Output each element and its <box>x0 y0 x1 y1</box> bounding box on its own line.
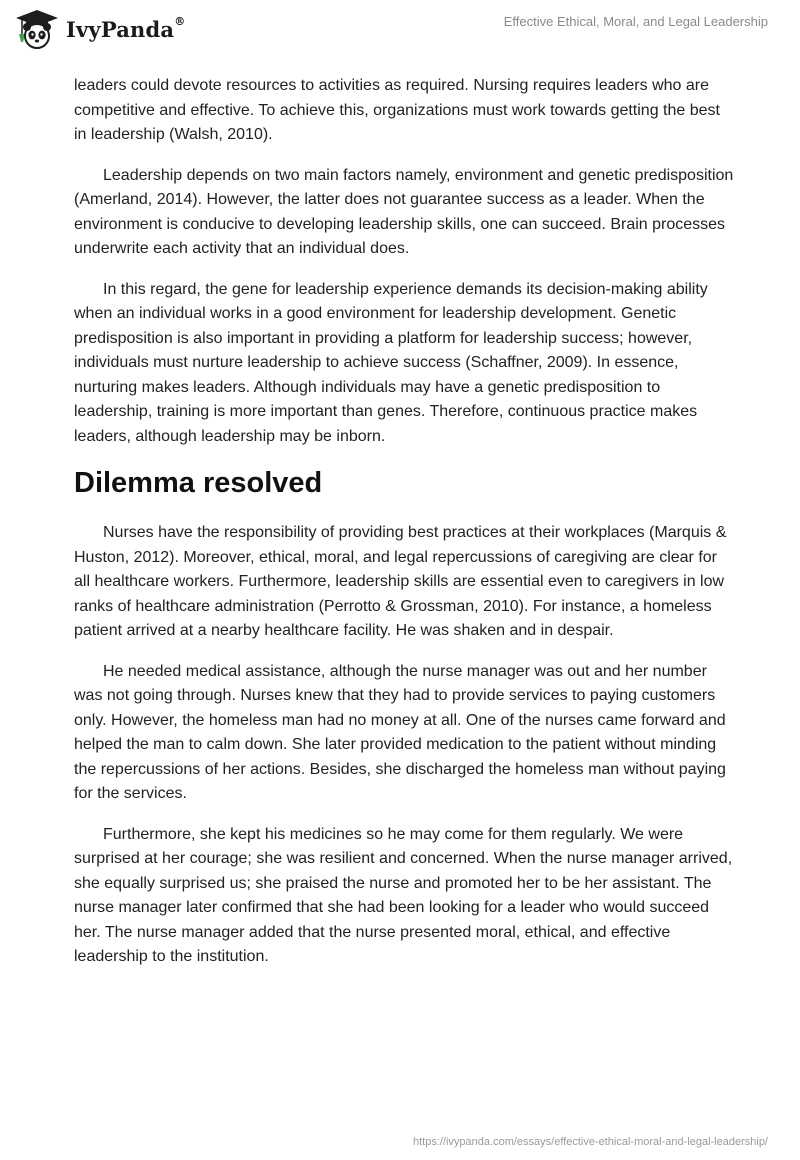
document-title: Effective Ethical, Moral, and Legal Leadership <box>503 14 768 29</box>
section-heading: Dilemma resolved <box>74 467 323 499</box>
source-url[interactable]: https://ivypanda.com/essays/effective-ethical-moral-and-legal-leadership/ <box>412 1136 768 1148</box>
page-header <box>0 0 800 60</box>
paragraph: Nurses have the responsibility of providing best practices at their workplaces (Marquis & Huston, 2012). Moreover, ethical, moral, and legal repercussions of caregiving are clear for all healthcare workers. Furthermore, leadership skills are essential even to caregivers in low ranks of healthcare administration (Perrotto & Grossman, 2010). For instance, a homeless patient arrived at a nearby healthcare facility. He was shaken and in despair. <box>74 524 727 639</box>
paragraph: In this regard, the gene for leadership experience demands its decision-making ability when an individual works in a good environment for leadership development. Genetic predisposition is also important in providing a platform for leadership success; however, individuals must nurture leadership to achieve success (Schaffner, 2009). In essence, nurturing makes leaders. Although individuals may have a genetic predisposition to leadership, training is more important than genes. Therefore, continuous practice makes leaders, although leadership may be inborn. <box>74 280 708 445</box>
brand-logo[interactable] <box>14 8 185 50</box>
essay-body <box>74 74 734 986</box>
paragraph: Leadership depends on two main factors namely, environment and genetic predisposition (Amerland, 2014). However, the latter does not guarantee success as a leader. When the environment is conducive to developing leadership skills, one can succeed. Brain processes underwrite each activity that an individual does. <box>74 166 734 257</box>
brand-name: IvyPanda® <box>66 14 186 42</box>
paragraph: leaders could devote resources to activities as required. Nursing requires leaders who are competitive and effective. To achieve this, organizations must work towards getting the best in leadership (Walsh, 2010). <box>74 77 720 143</box>
panda-graduate-icon <box>14 8 60 50</box>
paragraph: Furthermore, she kept his medicines so he may come for them regularly. We were surprised at her courage; she was resilient and concerned. When the nurse manager arrived, she equally surprised us; she praised the nurse and promoted her to be her assistant. The nurse manager later confirmed that she had been looking for a leader who would succeed her. The nurse manager added that the nurse presented moral, ethical, and effective leadership to the institution. <box>74 825 733 965</box>
paragraph: He needed medical assistance, although the nurse manager was out and her number was not going through. Nurses knew that they had to provide services to paying customers only. However, the homeless man had no money at all. One of the nurses came forward and helped the man to calm down. She later provided medication to the patient without minding the repercussions of her actions. Besides, she discharged the homeless man without paying for the services. <box>74 662 726 802</box>
